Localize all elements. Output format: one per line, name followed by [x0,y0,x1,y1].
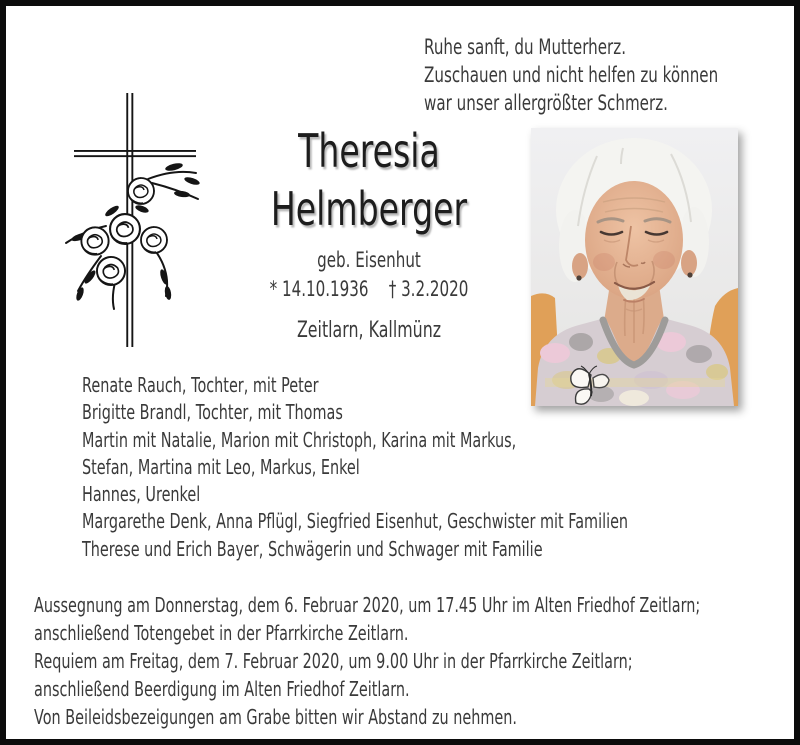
mourner-line: Renate Rauch, Tochter, mit Peter [82,373,319,397]
funeral-line: anschließend Totengebet in der Pfarrkirche Zeitlarn. [34,621,409,645]
places: Zeitlarn, Kallmünz [296,318,442,343]
deceased-photo [531,128,738,406]
funeral-line: anschließend Beerdigung im Alten Friedhof Zeitlarn. [34,677,410,701]
mourner-line: Therese und Erich Bayer, Schwägerin und Schwager mit Familie [82,536,543,561]
epitaph-line: war unser allergrößter Schmerz. [424,91,668,115]
epitaph-line: Ruhe sanft, du Mutterherz. [424,35,626,59]
funeral-line: Aussegnung am Donnerstag, dem 6. Februar 2020, um 17.45 Uhr im Alten Friedhof Zeitlarn; [34,593,701,617]
funeral-line: Requiem am Freitag, dem 7. Februar 2020, um 9.00 Uhr in der Pfarrkirche Zeitlarn; [34,649,633,673]
funeral-details [34,591,800,731]
deceased-last-name: Helmberger [270,182,468,236]
mourner-line: Stefan, Martina mit Leo, Markus, Enkel [82,454,360,479]
funeral-line: Von Beileidsbezeigungen am Grabe bitten wir Abstand zu nehmen. [34,705,517,729]
life-dates [261,277,477,302]
cross-with-roses-icon [56,91,216,349]
mourners-list [82,372,800,563]
mourner-line: Martin mit Natalie, Marion mit Christoph, Karina mit Markus, [82,427,517,452]
mourner-line: Hannes, Urenkel [82,482,201,507]
deceased-first-name: Theresia [298,124,440,178]
mourner-line: Margarethe Denk, Anna Pflügl, Siegfried Eisenhut, Geschwister mit Familien [82,509,629,534]
epitaph-line: Zuschauen und nicht helfen zu können [424,63,719,87]
deceased-name-block [219,122,519,344]
maiden-name: geb. Eisenhut [317,248,421,272]
death-date: † 3.2.2020 [388,277,469,301]
epitaph [424,33,800,117]
mourner-line: Brigitte Brandl, Tochter, mit Thomas [82,400,343,425]
birth-date: * 14.10.1936 [269,277,369,301]
